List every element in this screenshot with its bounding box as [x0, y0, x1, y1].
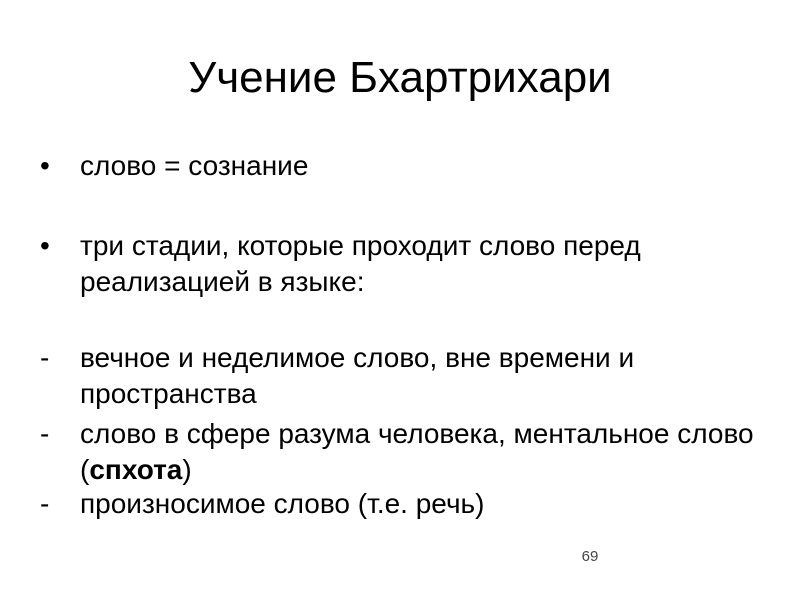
- bullet-marker: •: [40, 150, 50, 181]
- dash-text: вечное и неделимое слово, вне времени и пространства: [80, 342, 635, 409]
- dash-text: [80, 416, 760, 488]
- dash-text-bold: спхота: [89, 454, 183, 485]
- page-number: 69: [581, 548, 599, 565]
- dash-item: [40, 486, 760, 522]
- dash-text-after: ): [182, 454, 192, 485]
- bullet-item: [40, 228, 760, 300]
- dash-text-before: слово в сфере разума человека, ментальное слово (: [80, 418, 754, 485]
- dash-marker: -: [40, 488, 50, 519]
- slide-title: Учение Бхартрихари: [188, 53, 612, 102]
- bullet-marker: •: [40, 230, 50, 261]
- dash-marker: -: [40, 418, 50, 449]
- bullet-text: три стадии, которые проходит слово перед реализацией в языке:: [80, 230, 641, 297]
- dash-text: произносимое слово (т.е. речь): [80, 488, 485, 519]
- bullet-item: [40, 148, 760, 184]
- dash-item: [40, 416, 760, 488]
- dash-item: [40, 340, 760, 412]
- dash-marker: -: [40, 342, 50, 373]
- bullet-text: слово = сознание: [80, 150, 309, 181]
